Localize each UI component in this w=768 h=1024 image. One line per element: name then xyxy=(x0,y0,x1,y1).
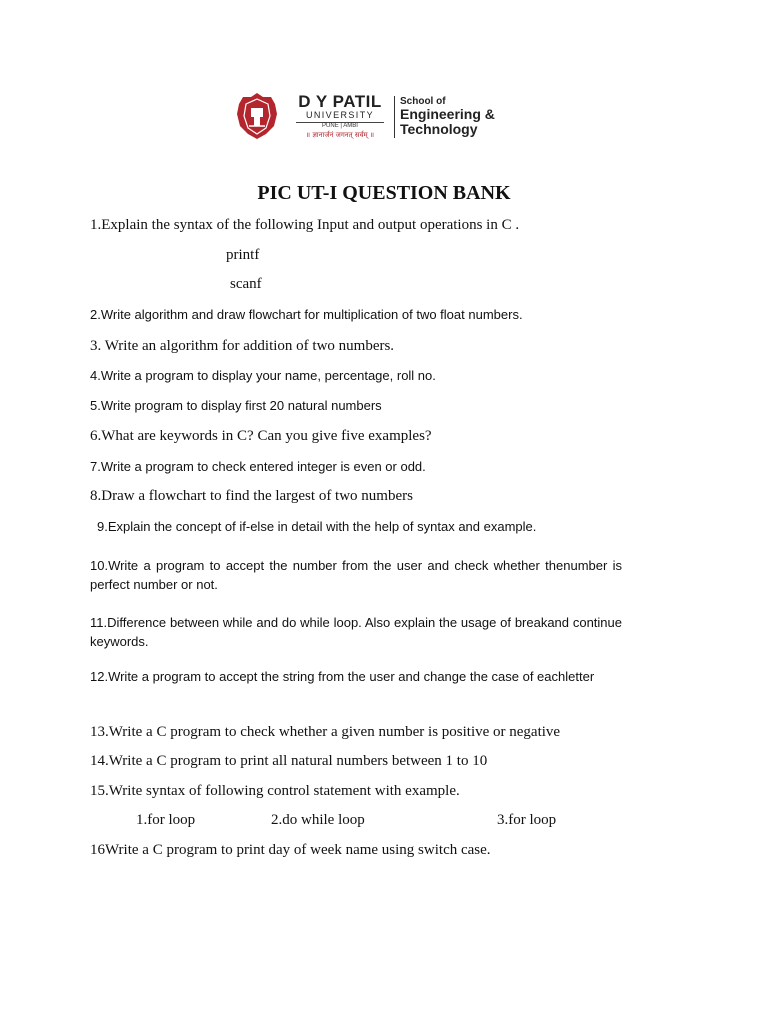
university-name: D Y PATIL xyxy=(298,92,382,111)
school-line-3: Technology xyxy=(400,121,478,137)
school-line-2: Engineering & xyxy=(400,106,495,122)
question-1: 1.Explain the syntax of the following Input and output operations in C . xyxy=(90,217,520,233)
question-14: 14.Write a C program to print all natural numbers between 1 to 10 xyxy=(90,753,488,769)
question-5: 5.Write program to display first 20 natural numbers xyxy=(90,398,382,413)
university-logo xyxy=(236,92,536,142)
university-wordmark xyxy=(288,92,392,142)
question-4: 4.Write a program to display your name, percentage, roll no. xyxy=(90,368,436,383)
question-10: 10.Write a program to accept the number from the user and check whether thenumber is perfect number or not. xyxy=(90,558,622,592)
university-motto: ॥ ज्ञानार्जनं जगनत् सर्वम् ॥ xyxy=(305,131,375,139)
page-title: PIC UT-I QUESTION BANK xyxy=(257,182,511,204)
question-8: 8.Draw a flowchart to find the largest of two numbers xyxy=(90,488,413,504)
question-6: 6.What are keywords in C? Can you give five examples? xyxy=(90,428,432,444)
question-1-item-printf: printf xyxy=(226,247,260,263)
question-3: 3. Write an algorithm for addition of two numbers. xyxy=(90,338,395,354)
question-2: 2.Write algorithm and draw flowchart for multiplication of two float numbers. xyxy=(90,307,523,322)
question-13: 13.Write a C program to check whether a given number is positive or negative xyxy=(90,724,561,740)
question-1-item-scanf: scanf xyxy=(230,276,262,292)
question-11: 11.Difference between while and do while loop. Also explain the usage of breakand continue keywords. xyxy=(90,615,622,649)
question-15-option-3: 3.for loop xyxy=(497,812,557,828)
university-location: PUNE | AMBI xyxy=(322,123,358,129)
question-15: 15.Write syntax of following control statement with example. xyxy=(90,783,460,799)
question-15-option-1: 1.for loop xyxy=(136,812,196,828)
question-16: 16Write a C program to print day of week name using switch case. xyxy=(90,842,491,858)
question-7: 7.Write a program to check entered integer is even or odd. xyxy=(90,459,426,474)
question-15-option-2: 2.do while loop xyxy=(271,812,365,828)
university-word: UNIVERSITY xyxy=(305,110,374,120)
question-9: 9.Explain the concept of if-else in detail with the help of syntax and example. xyxy=(97,519,537,534)
school-line-1: School of xyxy=(400,96,446,107)
question-12: 12.Write a program to accept the string from the user and change the case of eachletter xyxy=(90,669,595,684)
university-shield-icon xyxy=(236,92,278,140)
logo-vertical-divider xyxy=(394,96,395,138)
